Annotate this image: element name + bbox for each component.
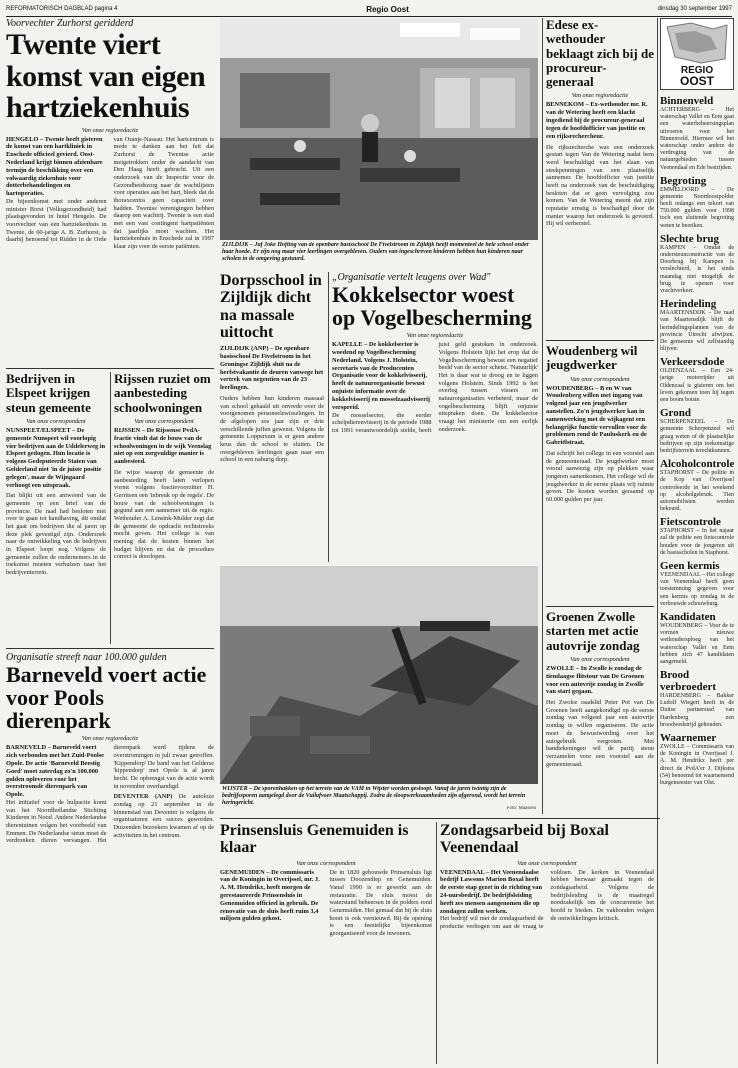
brief-title: Herindeling [660, 298, 717, 311]
brief-text: KAMPEN – Omdat de ondersteunconstructie van de Doorbrug bij Kampen is verslechterd, is het sinds maandag niet mogelijk de brug te openen voor vrachtverkeer. [660, 244, 734, 294]
brief-title: Grond [660, 407, 691, 420]
article-byline: Van onze correspondent [26, 417, 86, 425]
brief-dateline: DEVENTER (ANP) [113, 793, 173, 801]
header-date: dinsdag 30 september 1997 [657, 6, 732, 12]
photo-credit: Foto: Maassen [506, 806, 536, 811]
brief-title: Verkeersdode [660, 356, 725, 369]
divider [6, 648, 214, 649]
article-groenen-zwolle [546, 610, 654, 814]
brief-text: WOUDENBERG – Voor de te vormen nieuwe wethoudersploeg van het waterschap Vallei en Eem hebben zich 47 kandidaten aangemeld. [660, 622, 734, 665]
logo-text-oost: OOST [679, 74, 715, 88]
brief-item [660, 611, 734, 666]
article-lead: KAPELLE – De kokkelsector is woedend op Vogelbescherming Nederland. Volgens J. Holstein, secretaris van de Producenten Organisatie voor de kokkelvisserij, heeft de natuurorganisatie bewust onjuiste informatie over de kokkelvisserij en mosselzaadvisserij verspreid. [332, 341, 430, 411]
brief-text: VEENENDAAL – Het college van Veenendaal heeft geen toestemming gegeven voor een kermis op zondag in de verbouwde schouwburg. [660, 572, 734, 607]
brief-item [660, 560, 734, 608]
article-body: Ouders hebben hun kinderen massaal van school gehaald uit onvrede over de voorgenomen personeelswisselingen. In de afgelopen zes jaar zijn er drie verschillende juffen geweest. Volgens de gemeente Loppersum is er geen andere keus dan de school te sluiten. De overgebleven leerlingen gaan naar een school in een naburig dorp. [220, 394, 324, 464]
brief-item [660, 356, 734, 404]
article-byline: Van onze regioredactie [81, 126, 139, 134]
article-headline: Twente viert komst van eigen hartziekenhuis [6, 28, 206, 124]
brief-title: Brood verbroedert [660, 669, 716, 694]
brief-text: ACHTERBERG – Het waterschap Vallei en Eem gaat een waterbeheersingsplan uitvoeren voor het Binnenveld. Hiermee wil het waterschap onder andere de verdroging van de natuurgebieden tussen Veenendaal en Ede bestrijden. [660, 107, 734, 171]
article-headline: Barneveld voert actie voor Pools dierenpark [6, 662, 207, 734]
article-body: Dat schrijft het college in een voorstel aan de gemeenteraad. De jeugdwerker moet vooral aanwezig zijn op plekken waar jongeren samenkomen. Het college wil de jeugdwerker in de eerste plaats vrij ruimte geven. De kosten worden geraamd op 60.000 gulden per jaar. [546, 450, 654, 504]
brief-title: Slechte brug [660, 232, 719, 245]
regio-logo-graphic [661, 19, 733, 89]
article-headline: Woudenberg wil jeugdwerker [546, 344, 638, 373]
article-body: Dat blijkt uit een antwoord van de gemeente op een brief van de provincie. De raad had besloten niet over te gaan tot handhaving, dit omdat het gaat om bedrijven die al jaren op deze plek gevestigd zijn. Onderzoek naar de ontwikkeling van de bedrijven in Elspeet loopt nog. Volgens de gemeente zullen de ondernemers in de toekomst moeten verhuizen naar het bedrijventerrein. [6, 492, 106, 577]
article-kicker: „Organisatie vertelt leugens over Wad" [332, 272, 491, 283]
brief-item [660, 407, 734, 455]
photo-classroom [220, 18, 538, 240]
article-lead: BENNEKOM – Ex-wethouder mr. R. van de Wetering heeft een klacht ingediend bij de procureur-generaal tegen de hoofdofficier van justitie en een rijksrechercheur. [546, 101, 648, 140]
brief-item [660, 516, 734, 557]
article-kokkelsector [332, 272, 538, 562]
article-prinsensluis [220, 822, 432, 1064]
article-headline: Groenen Zwolle starten met actie autovrije zondag [546, 610, 640, 653]
article-woudenberg [546, 344, 654, 602]
article-elspeet [6, 372, 106, 644]
brief-item [660, 175, 734, 230]
brief-text: SCHERPENZEEL – De gemeente Scherpenzeel wil graag weten of de plaatselijke bedrijven op zijn toekomstige bedrijfsterrein terechtkunnen. [660, 419, 734, 454]
brief-title: Fietscontrole [660, 516, 721, 529]
header-section: Regio Oost [366, 4, 409, 14]
brief-item [660, 458, 734, 513]
divider [220, 818, 660, 819]
divider [328, 272, 329, 562]
article-headline: Kokkelsector woest op Vogelbescherming [332, 282, 532, 331]
logo-text-regio: REGIO [680, 65, 714, 76]
article-kicker: Voorvechter Zurhorst geridderd [6, 18, 134, 29]
article-lead: WOUDENBERG – B en W van Woudenberg willen met ingang van volgend jaar een jeugdwerker aanstellen. Zo'n jeugdwerker kan in samenwerking met de wijkagent een belangrijke functie vervullen voor de problemen rond de Pauluskerk en de Gabriëlstraat. [546, 384, 647, 447]
article-procureur [546, 18, 654, 336]
article-byline: Van onze correspondent [134, 417, 194, 425]
article-byline: Van onze regioredactie [571, 92, 629, 100]
brief-item [660, 298, 734, 353]
article-columns [332, 341, 538, 434]
classroom-image [220, 18, 538, 240]
article-body: De rijksrecherche was een onderzoek gestart tegen Van de Wetering nadat hem werd beschuldigd van het slaan van steekpenningen van een plaatselijk aannemer. De hoofdofficier van justitie heeft na onderzoek van de beschuldiging besloten dat er geen vervolging zou komen. Van de Wetering meent dat zijn reputatie ernstig is beschadigd door de manier waarop het onderzoek is gevoerd. Hij wil eerherstel. [546, 143, 654, 228]
article-lead: GENEMUIDEN – De commissaris van de Koningin in Overijssel, mr. J. A. M. Hendrikx, heeft morgen de gerestaureerde Prinsensluis in Genemuiden officieel in gebruik. De renovatie van de sluis heeft ruim 3,4 miljoen gulden gekost. [220, 868, 320, 923]
article-lead: RIJSSEN – De Rijssense PvdA-fractie vindt dat de bouw van de schoolwoningen in de wijk Veenslag niet op een zorgvuldige manier is aanbesteed. [114, 426, 212, 466]
article-boxal [440, 822, 654, 1064]
brief-title: Binnenveld [660, 95, 714, 107]
photo-demolition [220, 566, 538, 784]
regio-oost-logo [660, 18, 734, 90]
article-columns [220, 869, 432, 938]
article-lead: ZIJLDIJK (ANP) – De openbare basisschool De Fivelstroom in het Groningse Zijldijk sluit na de herfstvakantie de deuren vanwege het vertrek van negentien van de 23 leerlingen. [220, 345, 324, 392]
brief-item [660, 233, 734, 295]
article-headline: Zondagsarbeid bij Boxal Veenendaal [440, 822, 609, 857]
brief-text: STAPHORST – In het najaar zal de politie een fietscontrole houden voor de jongeren uit de basisscholen in Staphorst. [660, 528, 734, 556]
article-body: De wijze waarop de gemeente de aanbesteding heeft laten verlopen vormt volgens fractievoorzitter H. Gerritsen een 'inbreuk op de regels'. De bouw van de schoolwoningen is gegund aan een aannemer uit de regio. Wethouder A. Lensink-Mulder zegt dat de gemeente de opdracht rechtstreeks mocht geven. Het college is van mening dat de kosten binnen het budget blijven en dat de procedure correct is doorlopen. [114, 468, 214, 561]
article-headline: Rijssen ruziet om aanbesteding schoolwoningen [114, 372, 211, 415]
article-lead: NUNSPEET/ELSPEET – De gemeente Nunspeet wil voorlopig vier bedrijven aan de Uddelerweg in Elspeet gedogen. Hun locatie is volgens Gedeputeerde Staten van Gelderland niet 'in de juiste positie gelegen', maar de Wijngaard verhoogt een uitspraak. [6, 426, 106, 489]
brief-title: Alcoholcontrole [660, 458, 734, 471]
brief-text: ZWOLLE – Commissaris van de Koningin in Overijssel J. A. M. Hendrikx heeft per direct de PvdA'er J. Dijkstra (54) benoemd tot waarnemend burgemeester van Olst. [660, 744, 734, 786]
brief-text: MAARTENSDIJK – De raad van Maartensdijk blijft de herindelingsplannen van de provincie Utrecht afwijzen. De gemeente wil zelfstandig blijven. [660, 310, 734, 353]
article-columns [6, 744, 214, 845]
article-body: Het bedrijf wil met de zondagsarbeid de productie verhogen om aan de vraag te voldoen. De kerken in Veenendaal hebben bezwaar gemaakt tegen de zondagsarbeid. Volgens de bedrijfsleiding is de maatregel noodzakelijk om de concurrentie het hoofd te bieden. De vakbonden volgen de ontwikkelingen kritisch. [440, 868, 654, 931]
article-byline: Van onze correspondent [570, 655, 630, 663]
header-left: REFORMATORISCH DAGBLAD pagina 4 [6, 6, 118, 12]
brief-item [660, 95, 734, 172]
divider [110, 372, 111, 644]
caption-text: ZIJLDIJK – Juf Joke Hofting van de openbare basisschool De Fivelstroom in Zijldijk heeft momenteel de hele school onder haar hoede. Er zijn nog maar vier leerlingen overgebleven. Ouders van ingeschreven kinderen hebben hun kinderen naar scholen in de omgeving gestuurd. [222, 242, 529, 263]
article-byline: Van onze correspondent [570, 375, 630, 383]
brief-text: OLDENZAAL – Een 24-jarige motorrijder uit Oldenzaal is gisteren om het leven gekomen toen hij tegen een boom botste. [660, 368, 734, 403]
divider [546, 606, 654, 607]
divider [6, 368, 214, 369]
photo-caption [222, 786, 536, 808]
brief-text: STAPHORST – De politie in de Kop van Overijssel controleerde in het weekend op alcoholgebruik. Tien automobilisten werden bekeurd. [660, 470, 734, 513]
article-hartziekenhuis [6, 18, 214, 368]
brief-text: EMMELOORD – De gemeente Noordoostpolder heeft onlangs een tekort van 750.000 gulden voor 1998 toch een sluitende begroting weten te bereiken. [660, 186, 734, 229]
brief-text: HARDENBERG – Bakker Ludolf Wiegert heeft in de Duitse partnerstad van Hardenberg een broodwedstrijd gehouden. [660, 693, 734, 728]
caption-text: WIJSTER – De sporenhakken op het terrein van de VAM in Wijster worden gesloopt. Vanaf de jaren twintig zijn de bedrijfssporen aangelegd door de Vuilafvoer Maatschappij. Zodra de sloopwerkzaamheden zijn afgerond, wordt het terrein heringericht. [222, 786, 526, 807]
brief-item [660, 732, 734, 787]
article-zijldijk [220, 272, 324, 562]
article-byline: Van onze regioredactie [406, 332, 464, 340]
article-body: De mosselsector, die eerder schelpdierenvisserij in de periode 1988 tot 1991 verantwoordelijk stelde, heeft juist geld gestoken in onderzoek. Volgens Holstein lijkt het erop dat de Vogelbescherming bewust een negatief beeld van de sector schetst. 'Natuurlijk' Het is daar wat te droog en te liggen volgens Holstein. Sinds 1992 is het overleg tussen vissers en natuurorganisaties verbeterd, maar de vogelbescherming blijft onjuiste uitspraken doen. De kokkelsector vraagt het ministerie om een eerlijk onderzoek. [332, 341, 538, 434]
article-body: Het Zwolse raadslid Peter Pot van De Groenen heeft aangekondigd op de eerste zondag van volgend jaar een autovrije zondag te willen organiseren. De actie moet de bewustwording over het autogebruik vergroten. Met handtekeningen wil de partij steun verzamelen voor een voorstel aan de gemeenteraad. [546, 699, 654, 768]
brief-item [660, 669, 734, 729]
article-headline: Edese ex-wethouder beklaagt zich bij de procureur-generaal [546, 18, 654, 90]
photo-caption [222, 242, 536, 268]
divider [436, 822, 437, 1064]
article-rijssen [114, 372, 214, 644]
article-lead: HENGELO – Twente heeft gisteren de komst van een hartkliniek in Enschede officieel gevierd. Oost-Nederland krijgt binnen afzienbare termijn de beschikking over een volwaardig ziekenhuis voor dotterbehandelingen en hartoperaties. [6, 135, 103, 198]
divider [542, 18, 543, 814]
article-columns [440, 869, 654, 931]
article-headline: Prinsensluis Genemuiden is klaar [220, 822, 409, 857]
article-columns [6, 136, 214, 251]
article-byline: Van onze correspondent [296, 859, 356, 867]
article-lead: BARNEVELD – Barneveld voert zich verbonden met het Zuid-Poolse Opole. De actie 'Barneveld Beestig Goed' moet zaterdag zo'n 100.000 gulden opleveren voor het overstroomde dierenpark van Opole. [6, 744, 104, 799]
brief-title: Waarnemer [660, 732, 717, 744]
divider [657, 18, 658, 1064]
article-byline: Van onze regioredactie [81, 735, 139, 743]
sidebar-briefs [660, 92, 734, 1064]
article-body: Het initiatief voor de hulpactie komt van het Noordhollandse Stichting Kinderen in Nood. Andere Nederlandse dierentuinen volgen het voorbeeld van Emmen. De Nederlandse steun moet de verdronken dieren vervangen. Het dierenpark werd tijdens de overstromingen in juli zwaar getroffen. 'Kippendorp' De band van het Gelderse 'kippendorp' met Opole is al jaren hecht. De opbrengst van de actie wordt in november overhandigd. [6, 744, 214, 845]
article-headline: Bedrijven in Elspeet krijgen steun gemeente [6, 372, 91, 415]
brief-title: Begroting [660, 174, 707, 187]
brief-title: Geen kermis [660, 560, 720, 572]
divider [546, 340, 654, 341]
article-barneveld [6, 652, 214, 1064]
article-lead: VEENENDAAL – Het Veenendaalse bedrijf Lawsons Marion Boxal heeft de eerste stap gezet in de richting van 24-uursbedrijf. De bedrijfsleiding heeft zes mensen aangenomen die op zondagen zullen werken. [440, 868, 543, 915]
brief-title: Kandidaten [660, 610, 716, 623]
article-byline: Van onze correspondent [517, 859, 577, 867]
article-headline: Dorpsschool in Zijldijk dicht na massale uittocht [220, 272, 322, 341]
article-body: De bijeenkomst met onder anderen minister Borst (Volksgezondheid) had plaatsgevonden in hotel Hengelo. De voorvechter van een hartziekenhuis in Twente, de 60-jarige A. B. Zurhorst, is daarbij benoemd tot Ridder in de Orde van Oranje-Nassau. Het hartcentrum is mede te danken aan het feit dat Zurhorst de Twentse actie meigetrokken onder de aandacht van Den Haag heeft gebracht. Uit een onderzoek van de Inspectie voor de Gezondheidszorg naar de wachtlijsten voor operaties aan het hart, bleek dat de thoraxcentra geen capaciteit over hadden. Twentse verenigingen hebben daarop een wachtrij. Twente is een stad met een vast contingent hartpatiënten dat jaarlijks moet wachten. Het hartziekenhuis in Enschede zal in 1997 klaar zijn voor de eerste patiënten. [6, 135, 214, 250]
brief-body: De autoloze zondag op 21 september in de binnenstad van Deventer is volgens de organisatoren een succes geworden. Duizenden bezoekers kwamen af op de activiteiten in het centrum. [113, 793, 214, 839]
page-header [6, 4, 732, 17]
demolition-image [220, 566, 538, 784]
article-kicker: Organisatie streeft naar 100.000 gulden [6, 652, 167, 663]
article-lead: ZWOLLE – In Zwolle is zondag de tiendaagse flitstour van De Groenen voor een autovrije zondag in Zwolle van start gegaan. [546, 664, 645, 696]
article-body: De in 1820 gebouwde Prinsensluis ligt tussen Doozendiep en Genemuiden. Vanaf 1990 is er gewerkt aan de restauratie. De sluis moest de waterstand beheersen in de polders rond Genemuiden. Het gemaal dat bij de sluis hoort is ook vernieuwd. Bij de opening is een feestelijke bijeenkomst georganiseerd voor de inwoners. [329, 868, 432, 937]
